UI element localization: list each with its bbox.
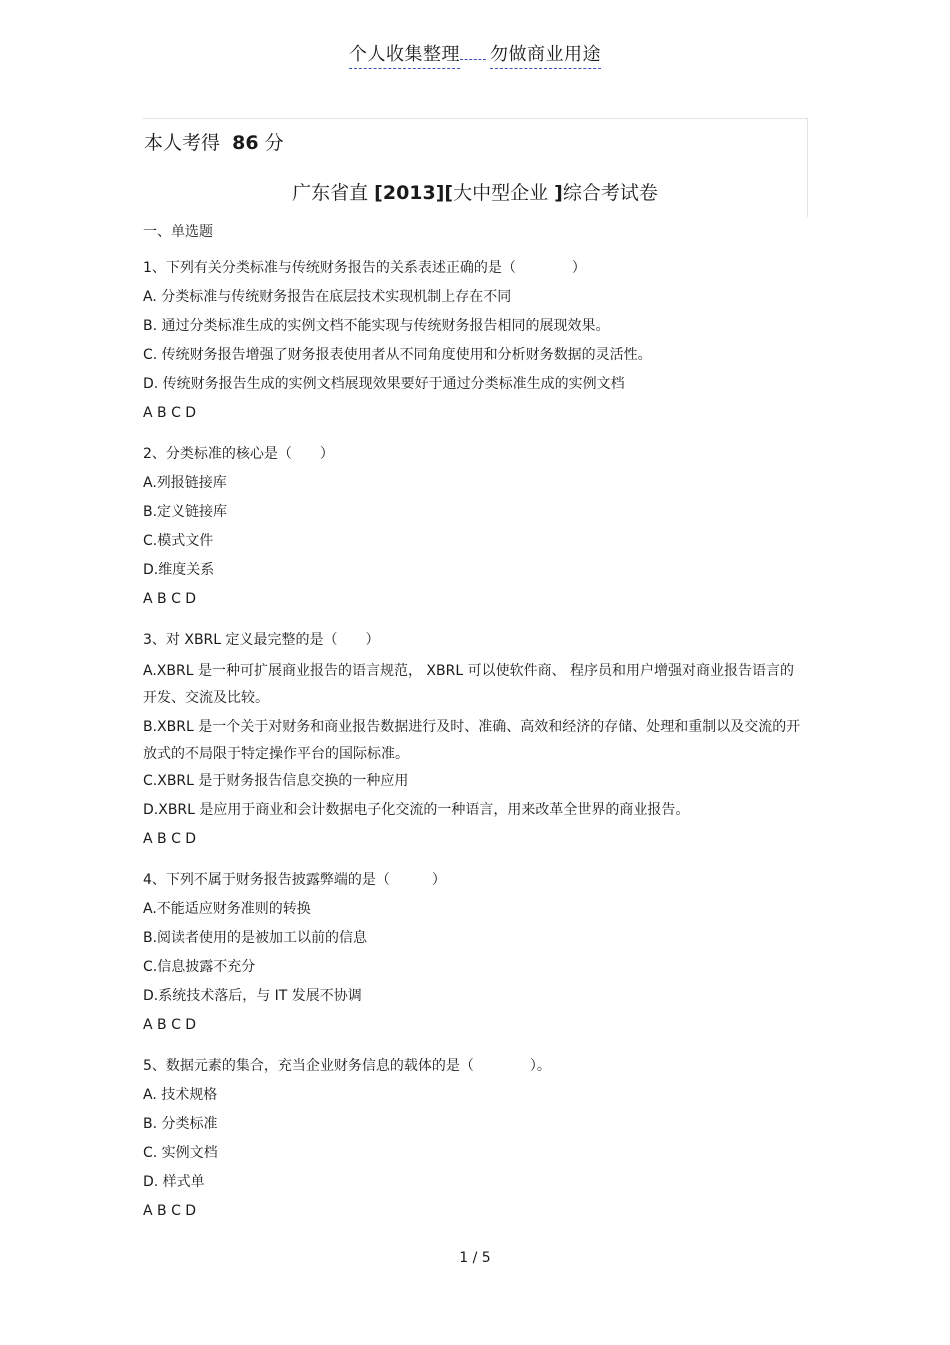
answer-choices: A B C D bbox=[143, 831, 197, 847]
exam-title bbox=[143, 178, 807, 205]
exam-title-part3: 大中型企业 bbox=[453, 182, 549, 204]
option-b: B.XBRL 是一个关于对财务和商业报告数据进行及时、准确、高效和经济的存储、处理和重制以及交流的开放式的不局限于特定操作平台的国际标准。 bbox=[143, 719, 801, 762]
exam-content bbox=[143, 221, 803, 1233]
score-suffix: 分 bbox=[264, 132, 284, 154]
option-b: B.定义链接库 bbox=[143, 504, 228, 520]
page-number: 1 / 5 bbox=[459, 1250, 491, 1266]
question-stem: 2、分类标准的核心是（ ） bbox=[143, 446, 334, 462]
question-4 bbox=[143, 869, 803, 1047]
exam-title-part2: [2013][ bbox=[374, 182, 454, 204]
option-b: B.阅读者使用的是被加工以前的信息 bbox=[143, 930, 368, 946]
answer-choices: A B C D bbox=[143, 405, 197, 421]
answer-choices: A B C D bbox=[143, 591, 197, 607]
question-5 bbox=[143, 1055, 803, 1233]
answer-choices: A B C D bbox=[143, 1203, 197, 1219]
question-1 bbox=[143, 257, 803, 435]
question-stem: 5、数据元素的集合，充当企业财务信息的载体的是（ ）。 bbox=[143, 1058, 551, 1074]
option-c: C. 传统财务报告增强了财务报表使用者从不同角度使用和分析财务数据的灵活性。 bbox=[143, 347, 652, 363]
option-c: C.模式文件 bbox=[143, 533, 214, 549]
option-c: C.信息披露不充分 bbox=[143, 959, 256, 975]
option-b: B. 通过分类标准生成的实例文档不能实现与传统财务报告相同的展现效果。 bbox=[143, 318, 610, 334]
option-a: A.列报链接库 bbox=[143, 475, 227, 491]
question-stem: 1、下列有关分类标准与传统财务报告的关系表述正确的是（ ） bbox=[143, 260, 586, 276]
header-right-text: 勿做商业用途 bbox=[490, 44, 601, 69]
option-a: A.XBRL 是一种可扩展商业报告的语言规范， XBRL 可以使软件商、 程序员和用户增强对商业报告语言的开发、交流及比较。 bbox=[143, 663, 795, 706]
score-value: 86 bbox=[232, 132, 259, 154]
option-a: A. 技术规格 bbox=[143, 1087, 218, 1103]
exam-title-part5: 综合考试卷 bbox=[562, 182, 658, 204]
answer-choices: A B C D bbox=[143, 1017, 197, 1033]
header-left-text: 个人收集整理 bbox=[349, 44, 460, 69]
question-2 bbox=[143, 443, 803, 621]
option-d: D.XBRL 是应用于商业和会计数据电子化交流的一种语言，用来改革全世界的商业报告。 bbox=[143, 802, 690, 818]
exam-title-part1: 广东省直 bbox=[292, 182, 369, 204]
option-c: C.XBRL 是于财务报告信息交换的一种应用 bbox=[143, 773, 409, 789]
question-stem: 4、下列不属于财务报告披露弊端的是（ ） bbox=[143, 872, 446, 888]
exam-title-part4: ] bbox=[554, 182, 563, 204]
option-c: C. 实例文档 bbox=[143, 1145, 218, 1161]
option-d: D.系统技术落后，与 IT 发展不协调 bbox=[143, 988, 362, 1004]
option-b: B. 分类标准 bbox=[143, 1116, 218, 1132]
option-d: D.维度关系 bbox=[143, 562, 215, 578]
option-d: D. 传统财务报告生成的实例文档展现效果要好于通过分类标准生成的实例文档 bbox=[143, 376, 625, 392]
page-header bbox=[0, 40, 950, 66]
question-3 bbox=[143, 629, 803, 861]
section-title: 一、单选题 bbox=[143, 224, 213, 240]
score-prefix: 本人考得 bbox=[144, 132, 221, 154]
option-a: A.不能适应财务准则的转换 bbox=[143, 901, 311, 917]
option-a: A. 分类标准与传统财务报告在底层技术实现机制上存在不同 bbox=[143, 289, 512, 305]
score-line bbox=[144, 128, 284, 155]
option-d: D. 样式单 bbox=[143, 1174, 205, 1190]
header-gap bbox=[460, 56, 486, 60]
question-stem: 3、对 XBRL 定义最完整的是（ ） bbox=[143, 632, 380, 648]
